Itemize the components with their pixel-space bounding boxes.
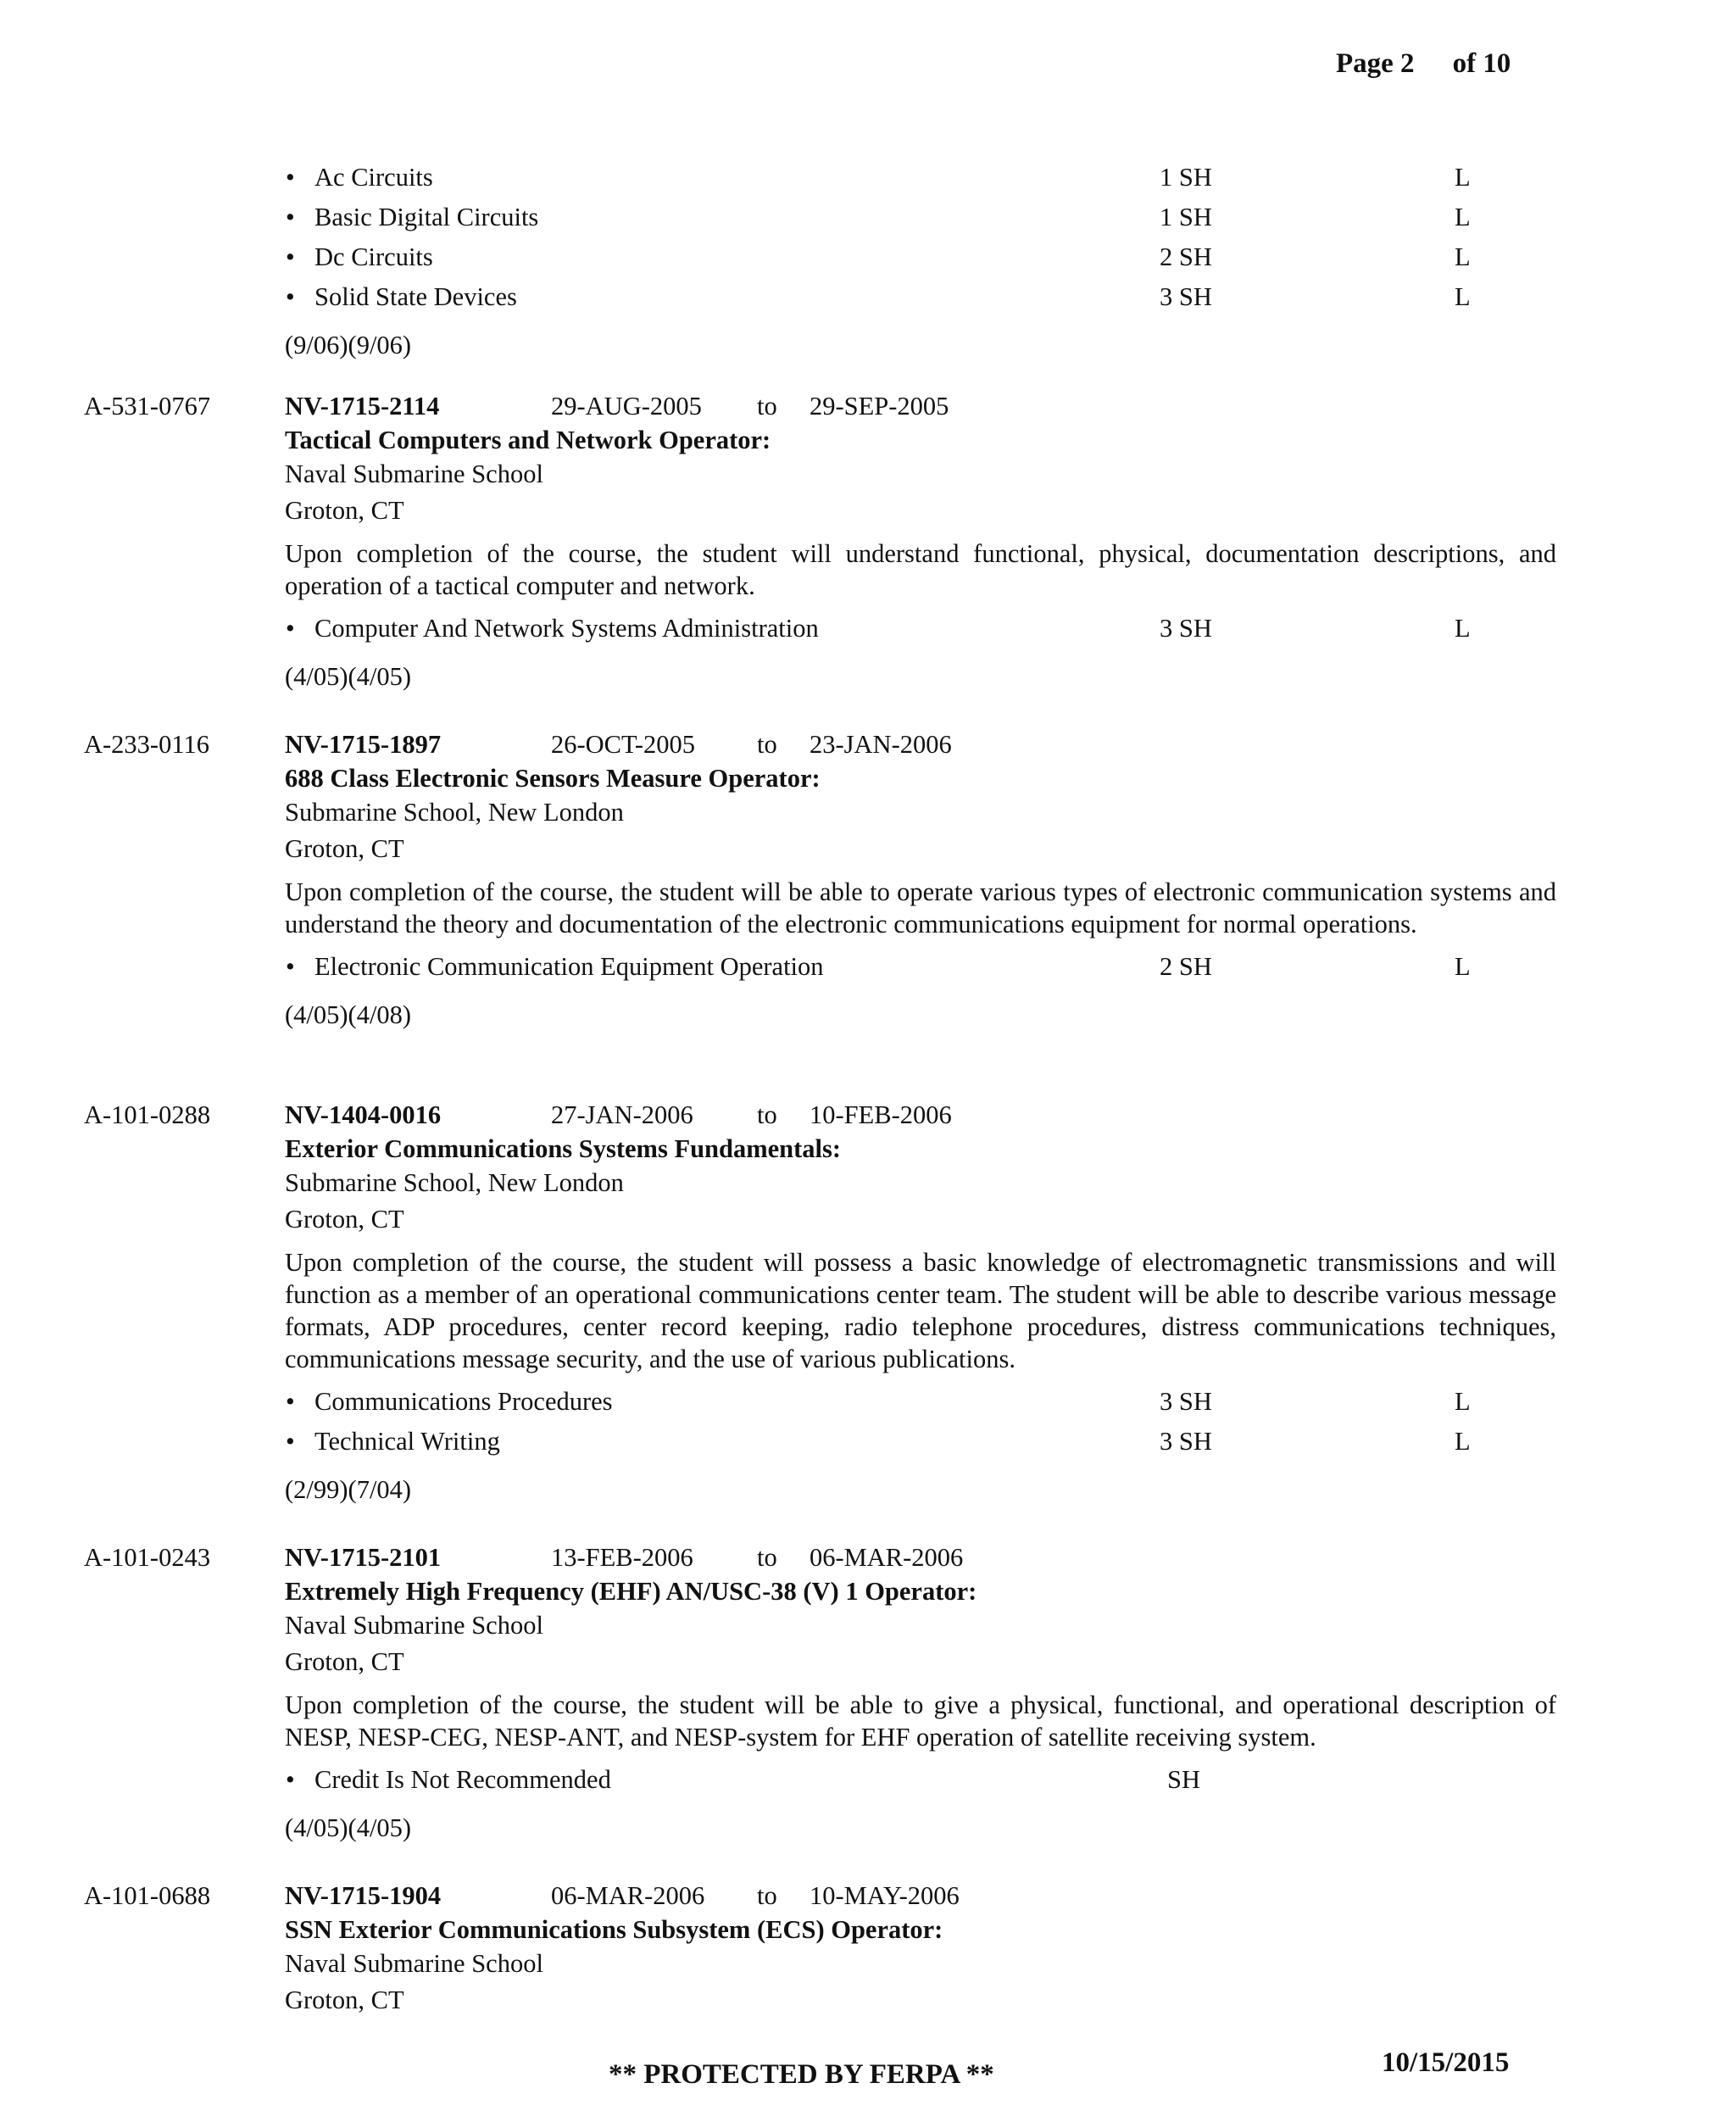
start-date: 29-AUG-2005 xyxy=(551,392,702,421)
credit-name: Dc Circuits xyxy=(314,242,433,271)
credit-list xyxy=(0,1763,1736,1803)
course-title: Tactical Computers and Network Operator: xyxy=(285,426,771,454)
credit-level: L xyxy=(1455,163,1471,192)
bullet-icon: • xyxy=(286,952,295,981)
credit-list xyxy=(0,612,1736,652)
credit-level: L xyxy=(1455,282,1471,311)
end-date: 23-JAN-2006 xyxy=(810,730,952,759)
credit-name: Ac Circuits xyxy=(314,163,433,192)
bullet-icon: • xyxy=(286,614,295,643)
page-label: Page 2 xyxy=(1336,48,1415,79)
page-total: of 10 xyxy=(1452,48,1511,79)
credit-item xyxy=(0,1425,1736,1465)
credit-name: Credit Is Not Recommended xyxy=(314,1765,611,1794)
bullet-icon: • xyxy=(286,1427,295,1456)
school-location: Groton, CT xyxy=(285,834,404,863)
credit-item xyxy=(0,1763,1736,1803)
print-date: 10/15/2015 xyxy=(1382,2047,1510,2078)
credit-list xyxy=(0,950,1736,990)
course-description: Upon completion of the course, the student will be able to operate various types of electronic communication systems and understand the theory and documentation of the electronic communications equipment for normal operations. xyxy=(285,877,1556,938)
school-name: Naval Submarine School xyxy=(285,1611,543,1640)
course-header-row xyxy=(0,390,1736,424)
credit-list xyxy=(0,1385,1736,1465)
school-name: Naval Submarine School xyxy=(285,1949,543,1978)
ace-id: A-101-0688 xyxy=(84,1881,211,1910)
credit-list xyxy=(0,161,1736,320)
credit-name: Solid State Devices xyxy=(314,282,517,311)
credit-level: L xyxy=(1455,952,1471,981)
credit-hours: 1 SH xyxy=(1160,163,1212,192)
credit-level: L xyxy=(1455,242,1471,271)
credit-level: L xyxy=(1455,614,1471,643)
credit-level: L xyxy=(1455,1387,1471,1416)
course-title: SSN Exterior Communications Subsystem (ECS) Operator: xyxy=(285,1915,943,1944)
credit-item xyxy=(0,950,1736,990)
school-name: Submarine School, New London xyxy=(285,1168,624,1197)
end-date: 06-MAR-2006 xyxy=(810,1543,964,1572)
school-location: Groton, CT xyxy=(285,496,404,525)
school-location: Groton, CT xyxy=(285,1205,404,1234)
school-location: Groton, CT xyxy=(285,1986,404,2014)
credit-hours: SH xyxy=(1167,1765,1200,1794)
course-entry xyxy=(0,1099,1736,1507)
course-description: Upon completion of the course, the student will be able to give a physical, functional, and operational description of NESP, NESP-CEG, NESP-ANT, and NESP-system for EHF operation of satellite receiving system. xyxy=(285,1690,1556,1752)
course-header-row xyxy=(0,1099,1736,1133)
start-date: 27-JAN-2006 xyxy=(551,1100,693,1129)
credit-item xyxy=(0,612,1736,652)
credit-hours: 2 SH xyxy=(1160,242,1212,271)
date-separator: to xyxy=(757,1543,777,1572)
end-date: 29-SEP-2005 xyxy=(810,392,949,421)
school-name: Naval Submarine School xyxy=(285,459,543,488)
school-name: Submarine School, New London xyxy=(285,798,624,827)
credit-hours: 3 SH xyxy=(1160,1387,1212,1416)
credit-hours: 3 SH xyxy=(1160,282,1212,311)
credit-item xyxy=(0,1385,1736,1425)
course-code: NV-1404-0016 xyxy=(285,1100,442,1129)
credit-name: Technical Writing xyxy=(314,1427,500,1456)
course-title: Exterior Communications Systems Fundamentals: xyxy=(285,1134,842,1163)
course-header-row xyxy=(0,1541,1736,1575)
ace-id: A-101-0288 xyxy=(84,1100,211,1129)
end-date: 10-FEB-2006 xyxy=(810,1100,952,1129)
credit-item xyxy=(0,241,1736,281)
start-date: 26-OCT-2005 xyxy=(551,730,696,759)
credit-item xyxy=(0,201,1736,241)
credit-name: Communications Procedures xyxy=(314,1387,613,1416)
credit-name: Electronic Communication Equipment Operation xyxy=(314,952,824,981)
dates-code: (4/05)(4/05) xyxy=(285,1813,412,1842)
credit-level: L xyxy=(1455,1427,1471,1456)
credit-name: Computer And Network Systems Administration xyxy=(314,614,819,643)
date-separator: to xyxy=(757,730,777,759)
date-separator: to xyxy=(757,1100,777,1129)
course-code: NV-1715-1897 xyxy=(285,730,442,759)
bullet-icon: • xyxy=(286,282,295,311)
page-number xyxy=(1336,47,1511,80)
course-description: Upon completion of the course, the student will possess a basic knowledge of electromagnetic transmissions and will function as a member of an operational communications center team. The student will be able to describe various message formats, ADP procedures, center record keeping, radio telephone procedures, distress communications techniques, communications message security, and the use of various publications. xyxy=(285,1248,1556,1373)
credit-hours: 2 SH xyxy=(1160,952,1212,981)
bullet-icon: • xyxy=(286,203,295,231)
ace-id: A-101-0243 xyxy=(84,1543,211,1572)
dates-code: (2/99)(7/04) xyxy=(285,1475,412,1504)
school-location: Groton, CT xyxy=(285,1647,404,1676)
start-date: 06-MAR-2006 xyxy=(551,1881,705,1910)
course-entry xyxy=(0,728,1736,1033)
dates-code: (4/05)(4/08) xyxy=(285,1000,412,1029)
ace-id: A-531-0767 xyxy=(84,392,211,421)
bullet-icon: • xyxy=(286,242,295,271)
credit-level: L xyxy=(1455,203,1471,231)
dates-code: (9/06)(9/06) xyxy=(285,331,412,359)
bullet-icon: • xyxy=(286,1387,295,1416)
bullet-icon: • xyxy=(286,1765,295,1794)
course-code: NV-1715-1904 xyxy=(285,1881,442,1910)
credit-name: Basic Digital Circuits xyxy=(314,203,539,231)
credit-hours: 3 SH xyxy=(1160,614,1212,643)
course-description: Upon completion of the course, the student will understand functional, physical, documentation descriptions, and operation of a tactical computer and network. xyxy=(285,539,1556,600)
credit-item xyxy=(0,281,1736,320)
course-code: NV-1715-2114 xyxy=(285,392,440,421)
course-title: 688 Class Electronic Sensors Measure Operator: xyxy=(285,764,821,793)
course-code: NV-1715-2101 xyxy=(285,1543,442,1572)
course-title: Extremely High Frequency (EHF) AN/USC-38 (V) 1 Operator: xyxy=(285,1577,977,1606)
ferpa-notice: ** PROTECTED BY FERPA ** xyxy=(609,2059,994,2090)
dates-code: (4/05)(4/05) xyxy=(285,662,412,691)
end-date: 10-MAY-2006 xyxy=(810,1881,960,1910)
course-entry xyxy=(0,1541,1736,1846)
date-separator: to xyxy=(757,1881,777,1910)
course-header-row xyxy=(0,728,1736,762)
course-header-row xyxy=(0,1880,1736,1913)
bullet-icon: • xyxy=(286,163,295,192)
credit-item xyxy=(0,161,1736,201)
credit-hours: 1 SH xyxy=(1160,203,1212,231)
intro-credits-block xyxy=(0,161,1736,363)
date-separator: to xyxy=(757,392,777,421)
credit-hours: 3 SH xyxy=(1160,1427,1212,1456)
ace-id: A-233-0116 xyxy=(84,730,209,759)
start-date: 13-FEB-2006 xyxy=(551,1543,693,1572)
course-entry xyxy=(0,1880,1736,2020)
course-entry xyxy=(0,390,1736,694)
